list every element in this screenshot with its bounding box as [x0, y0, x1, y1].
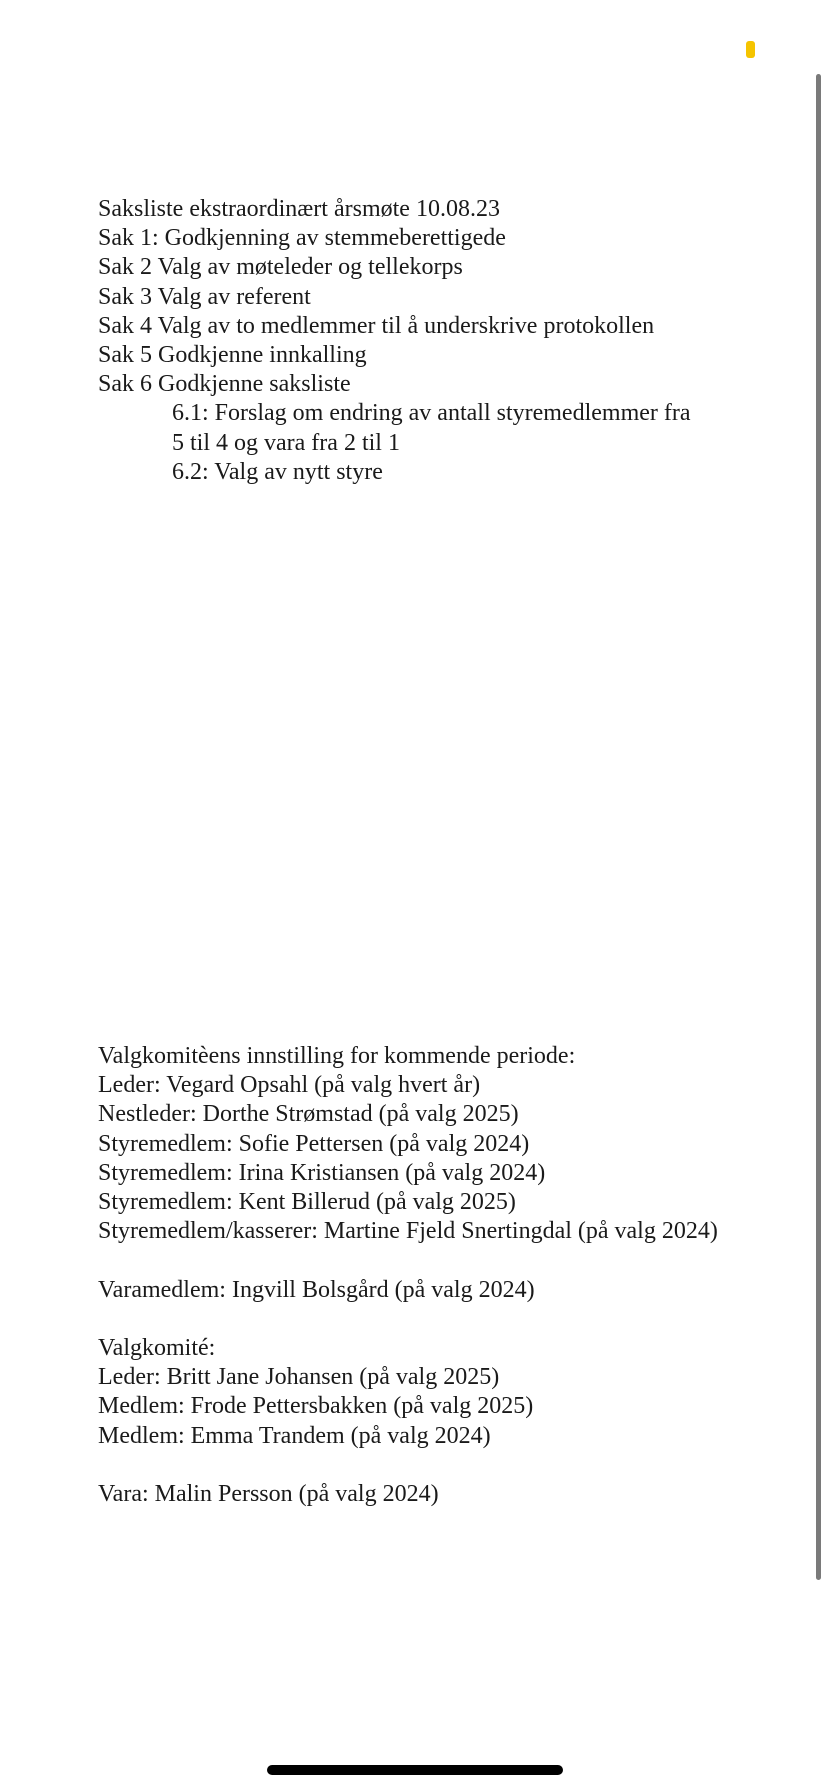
nomination-title: Valgkomitèens innstilling for kommende periode:	[98, 1043, 576, 1069]
board-member: Styremedlem/kasserer: Martine Fjeld Snertingdal (på valg 2024)	[98, 1218, 718, 1245]
board-member: Styremedlem: Irina Kristiansen (på valg 2024)	[98, 1159, 546, 1186]
spacer	[98, 1451, 738, 1480]
committee-member: Leder: Britt Jane Johansen (på valg 2025)	[98, 1364, 500, 1391]
status-indicator-dot	[746, 41, 755, 58]
board-member: Nestleder: Dorthe Strømstad (på valg 2025)	[98, 1101, 519, 1128]
agenda-item: Sak 3 Valg av referent	[98, 283, 311, 310]
agenda-item: Sak 2 Valg av møteleder og tellekorps	[98, 254, 463, 281]
agenda-subitem: 5 til 4 og vara fra 2 til 1	[172, 429, 400, 456]
committee-member: Medlem: Frode Pettersbakken (på valg 2025)	[98, 1393, 534, 1420]
agenda-title: Saksliste ekstraordinært årsmøte 10.08.23	[98, 196, 500, 222]
agenda-item: Sak 4 Valg av to medlemmer til å underskrive protokollen	[98, 312, 655, 339]
board-member: Styremedlem: Kent Billerud (på valg 2025)	[98, 1189, 516, 1216]
spacer	[98, 1305, 738, 1334]
agenda-item: Sak 6 Godkjenne saksliste	[98, 371, 351, 398]
committee-member: Medlem: Emma Trandem (på valg 2024)	[98, 1422, 491, 1449]
committee-deputy: Vara: Malin Persson (på valg 2024)	[98, 1481, 439, 1507]
committee-title: Valgkomité:	[98, 1335, 216, 1361]
agenda-item: Sak 1: Godkjenning av stemmeberettigede	[98, 225, 506, 252]
board-member: Leder: Vegard Opsahl (på valg hvert år)	[98, 1072, 481, 1099]
agenda-item: Sak 5 Godkjenne innkalling	[98, 342, 367, 369]
spacer	[98, 1246, 738, 1275]
deputy-member: Varamedlem: Ingvill Bolsgård (på valg 2024)	[98, 1276, 535, 1303]
vertical-scrollbar[interactable]	[816, 74, 821, 1580]
agenda-section	[98, 195, 738, 487]
home-indicator[interactable]	[267, 1765, 563, 1775]
board-member: Styremedlem: Sofie Pettersen (på valg 2024)	[98, 1130, 530, 1157]
agenda-subitem: 6.1: Forslag om endring av antall styremedlemmer fra	[172, 400, 691, 427]
agenda-subitem: 6.2: Valg av nytt styre	[172, 458, 383, 485]
nomination-section	[98, 1042, 738, 1509]
